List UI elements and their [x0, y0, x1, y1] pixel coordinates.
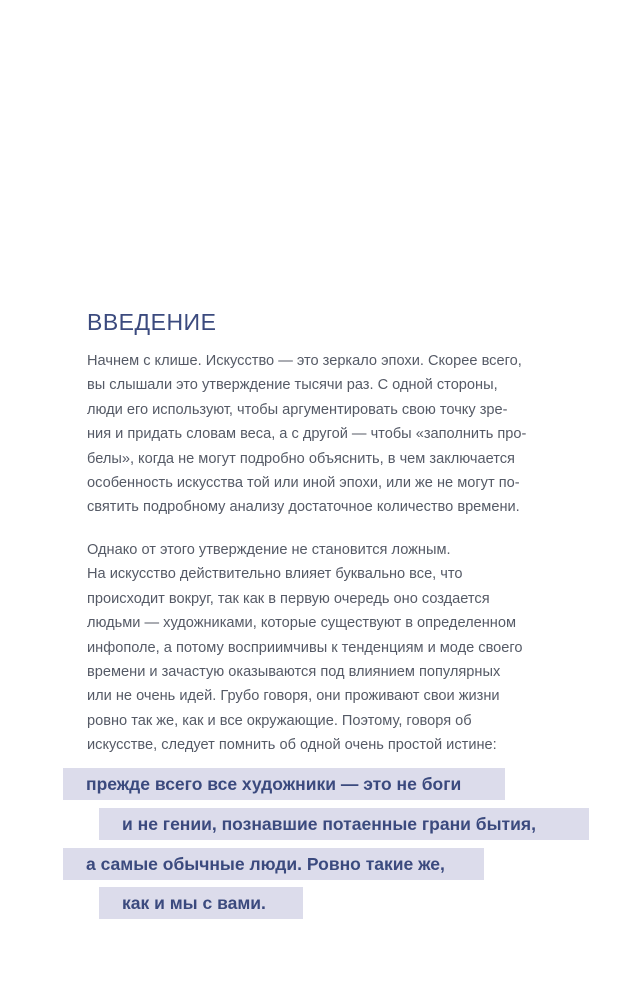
paragraph-line: искусстве, следует помнить об одной очень простой истине:: [87, 737, 497, 754]
paragraph-line: инфополе, а потому восприимчивы к тенденциям и моде своего: [87, 639, 523, 656]
paragraph-line: ровно так же, как и все окружающие. Поэтому, говоря об: [87, 712, 472, 729]
intro-paragraph: [87, 349, 526, 520]
highlighted-quote-line: как и мы с вами.: [99, 887, 303, 919]
section-heading: ВВЕДЕНИЕ: [87, 309, 217, 335]
paragraph-line: вы слышали это утверждение тысячи раз. С одной стороны,: [87, 377, 498, 394]
paragraph-line: святить подробному анализу достаточное количество времени.: [87, 499, 520, 516]
paragraph-line: или не очень идей. Грубо говоря, они проживают свои жизни: [87, 688, 500, 705]
paragraph-line: людьми — художниками, которые существуют в определенном: [87, 615, 516, 632]
paragraph-line: белы», когда не могут подробно объяснить, в чем заключается: [87, 450, 515, 467]
paragraph-line: особенность искусства той или иной эпохи, или же не могут по-: [87, 475, 520, 492]
paragraph-line: На искусство действительно влияет буквально все, что: [87, 566, 463, 583]
paragraph-line: ния и придать словам веса, а с другой — чтобы «заполнить про-: [87, 426, 527, 443]
paragraph-line: происходит вокруг, так как в первую очередь оно создается: [87, 590, 490, 607]
highlighted-quote-line: и не гении, познавшие потаенные грани бытия,: [99, 808, 589, 840]
paragraph-line: люди его используют, чтобы аргументировать свою точку зре-: [87, 401, 508, 418]
paragraph-line: Однако от этого утверждение не становится ложным.: [87, 542, 451, 558]
highlighted-quote-line: а самые обычные люди. Ровно такие же,: [63, 848, 484, 880]
paragraph-line: времени и зачастую оказываются под влиянием популярных: [87, 664, 501, 681]
second-paragraph: [87, 538, 523, 758]
paragraph-line: Начнем с клише. Искусство — это зеркало эпохи. Скорее всего,: [87, 353, 522, 369]
highlighted-quote-line: прежде всего все художники — это не боги: [63, 768, 505, 800]
